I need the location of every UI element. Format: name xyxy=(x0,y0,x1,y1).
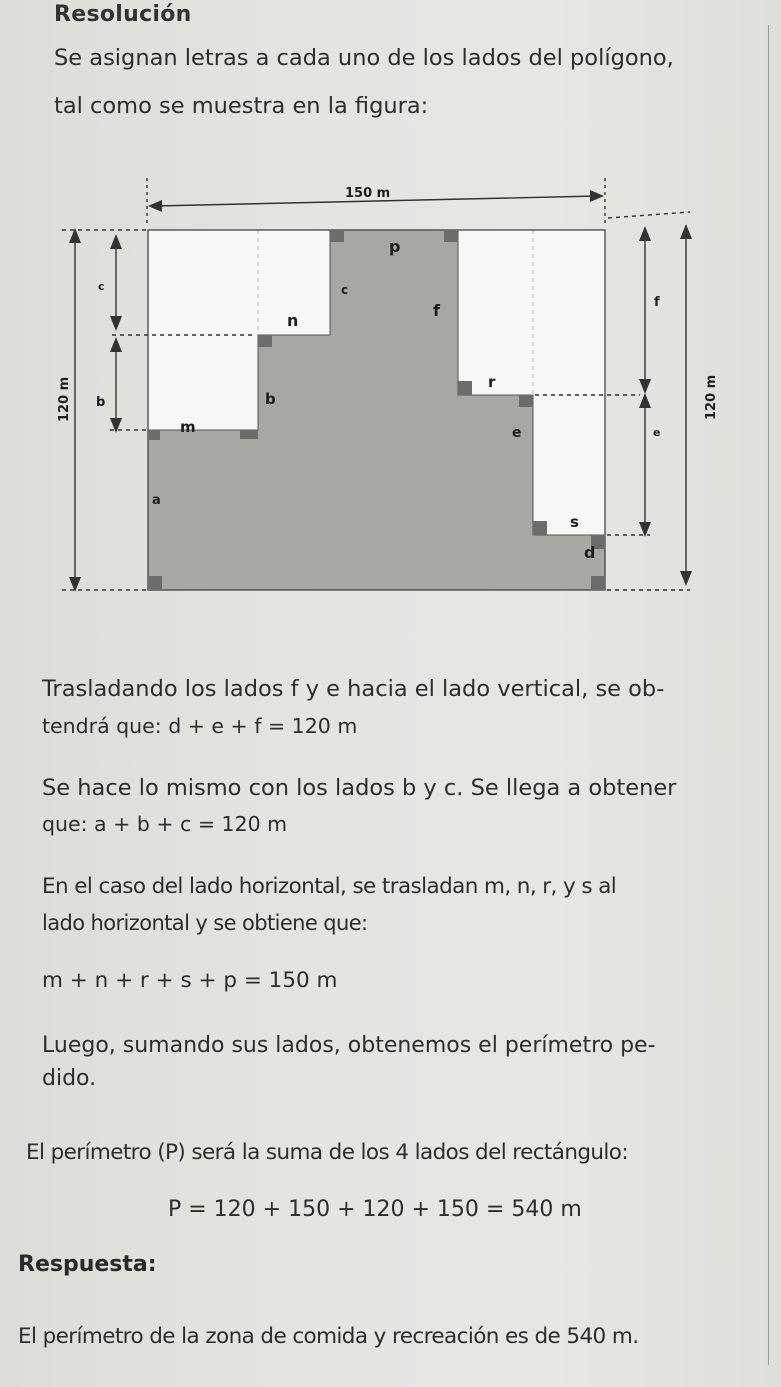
para1-line1: Trasladando los lados f y e hacia el lado vertical, se ob- xyxy=(42,676,665,702)
top-dimension-label: 150 m xyxy=(345,186,391,201)
label-p: p xyxy=(389,237,401,256)
intro-line-1: Se asignan letras a cada uno de los lados del polígono, xyxy=(54,45,674,71)
label-e-inner: e xyxy=(512,425,522,441)
top-arrow-left-icon xyxy=(148,200,162,212)
para2-text: que: xyxy=(42,812,95,836)
label-f-right: f xyxy=(654,295,660,310)
label-a: a xyxy=(152,493,161,508)
right-arrowheads xyxy=(639,224,692,586)
para2-line1: Se hace lo mismo con los lados b y c. Se llega a obtener xyxy=(42,775,677,801)
intro-line-2: tal como se muestra en la figura: xyxy=(54,93,429,119)
label-n: n xyxy=(287,311,299,330)
para1-line2 xyxy=(42,708,357,745)
answer-label: Respuesta: xyxy=(18,1252,157,1277)
label-c-inner: c xyxy=(341,283,349,297)
formula-abc: a + b + c = 120 m xyxy=(94,812,288,836)
para4-line2: dido. xyxy=(42,1066,97,1091)
answer-text: El perímetro de la zona de comida y recreación es de 540 m. xyxy=(18,1324,639,1349)
label-e-right: e xyxy=(653,426,661,439)
right-white-lower xyxy=(533,395,605,535)
label-b-left: b xyxy=(96,395,106,410)
para5-line1: El perímetro (P) será la suma de los 4 lados del rectángulo: xyxy=(26,1140,628,1165)
label-m: m xyxy=(180,418,196,436)
label-f-inner: f xyxy=(433,301,440,320)
polygon-figure xyxy=(0,160,781,610)
right-white-upper xyxy=(458,230,605,395)
para2-line2 xyxy=(42,806,287,843)
para1-text: tendrá que: xyxy=(42,714,169,738)
left-dimension-label: 120 m xyxy=(57,376,72,422)
para3-line1: En el caso del lado horizontal, se trasladan m, n, r, y s al xyxy=(42,874,617,899)
label-c-left: c xyxy=(98,280,105,293)
label-b-inner: b xyxy=(265,390,276,408)
label-s: s xyxy=(570,513,579,531)
label-r: r xyxy=(488,373,496,391)
formula-def: d + e + f = 120 m xyxy=(168,714,358,738)
para3-line2: lado horizontal y se obtiene que: xyxy=(42,911,368,935)
top-arrow-right-icon xyxy=(590,190,604,202)
label-d: d xyxy=(584,543,596,562)
para4-line1: Luego, sumando sus lados, obtenemos el perímetro pe- xyxy=(42,1033,656,1058)
formula-perimeter: P = 120 + 150 + 120 + 150 = 540 m xyxy=(168,1197,582,1222)
right-dimension-label: 120 m xyxy=(704,374,719,420)
formula-mnrsp: m + n + r + s + p = 150 m xyxy=(42,968,338,993)
section-heading: Resolución xyxy=(54,2,192,27)
left-arrowheads xyxy=(69,228,122,592)
